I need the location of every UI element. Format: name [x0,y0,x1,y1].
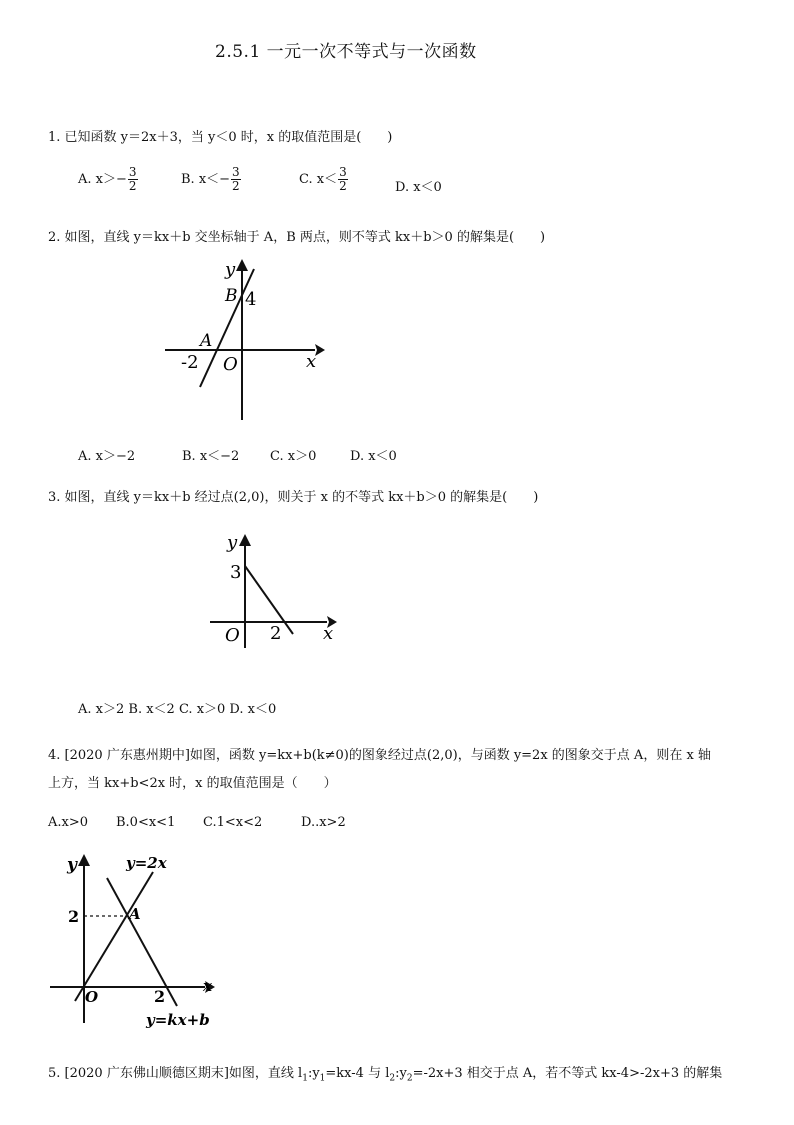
q1-option-a-numerator: 3 [128,165,137,179]
q3-options: A. x＞2 B. x＜2 C. x＞0 D. x＜0 [78,702,277,717]
question-4-line-1: 4. [2020 广东惠州期中]如图，函数 y=kx+b(k≠0)的图象经过点(2,0)，与函数 y=2x 的图象交于点 A，则在 x 轴 [48,748,711,763]
q5-l1: l [298,1066,303,1081]
q2-option-d: D. x＜0 [350,449,397,464]
q2-y-arrow-icon [236,259,248,271]
q3-label-origin: O [225,625,240,646]
question-4-line-2: 上方，当 kx+b<2x 时，x 的取值范围是（ ） [48,776,337,791]
q4-label-y: y [67,855,77,875]
q5-l1-tail: =kx-4 与 [325,1066,386,1081]
q2-label-b: B [225,286,238,306]
q2-label-a: A [200,331,213,351]
q3-label-2: 2 [270,623,282,644]
q3-y-arrow-icon [239,534,251,546]
q2-label-4: 4 [245,289,257,310]
q1-option-a-fraction [128,166,138,193]
q1-option-a-label: A. x＞− [78,172,127,187]
q4-label-x: x [203,977,212,995]
q5-y1-sub: 1 [319,1073,326,1084]
q4-label-2-x: 2 [154,987,166,1006]
q4-y-arrow-icon [78,854,90,866]
q2-option-b: B. x＜−2 [182,449,240,464]
q4-label-origin: O [85,988,99,1006]
q2-label-neg2: -2 [181,352,199,373]
q5-tail: =-2x+3 相交于点 A，若不等式 kx-4>-2x+3 的解集 [412,1066,723,1081]
q2-x-arrow-icon [315,344,325,356]
question-1-text: 1. 已知函数 y＝2x＋3，当 y＜0 时，x 的取值范围是( ) [48,130,393,145]
q5-y2-sub: 2 [406,1073,413,1084]
q1-option-c-label: C. x＜ [299,172,338,187]
q4-label-a: A [129,905,141,923]
q1-option-b-fraction [231,166,241,193]
q2-label-x: x [306,351,317,372]
q2-graph [155,255,330,425]
page-title: 2.5.1 一元一次不等式与一次函数 [215,42,477,62]
q1-option-b-numerator: 3 [232,165,240,179]
q2-option-c: C. x＞0 [270,449,317,464]
q3-label-y: y [227,532,238,553]
q4-graph [45,848,225,1033]
q1-option-b-denominator: 2 [232,179,240,193]
q3-graph [205,530,345,655]
q2-label-origin: O [223,354,238,375]
q1-option-c-denominator: 2 [339,179,347,193]
q5-l1-mid: :y [307,1066,320,1081]
q4-option-c: C.1<x<2 [203,815,263,830]
q1-option-c [299,166,348,193]
q3-label-3: 3 [230,562,242,583]
q1-option-b [181,166,241,193]
q1-option-a-denominator: 2 [128,179,137,193]
q1-option-c-fraction [338,166,348,193]
q5-l1-sub: 1 [302,1073,308,1084]
q2-label-y: y [225,259,236,280]
q5-prefix: 5. [2020 广东佛山顺德区期末]如图，直线 [48,1066,299,1081]
q2-option-a: A. x＞−2 [78,449,136,464]
q3-line [245,566,293,634]
q1-option-d: D. x＜0 [395,180,442,195]
q4-option-d: D..x>2 [301,815,346,830]
q4-label-y2x: y=2x [126,854,167,872]
q5-l2: l [385,1066,390,1081]
q1-option-b-label: B. x＜− [181,172,231,187]
q1-option-c-numerator: 3 [339,165,347,179]
q1-option-a [78,166,138,193]
question-3-text: 3. 如图，直线 y＝kx＋b 经过点(2,0)，则关于 x 的不等式 kx＋b＞0 的解集是( ) [48,490,539,505]
q4-label-2-y: 2 [68,907,80,926]
q5-l2-sub: 2 [389,1073,396,1084]
q4-label-ykxb: y=kx+b [146,1011,210,1029]
question-2-text: 2. 如图，直线 y＝kx＋b 交坐标轴于 A，B 两点，则不等式 kx＋b＞0 的解集是( ) [48,230,546,245]
q4-option-b: B.0<x<1 [116,815,176,830]
q5-l2-mid: :y [395,1066,407,1081]
q3-label-x: x [323,623,334,644]
q4-option-a: A.x>0 [48,815,89,830]
question-5-text [48,1062,722,1084]
